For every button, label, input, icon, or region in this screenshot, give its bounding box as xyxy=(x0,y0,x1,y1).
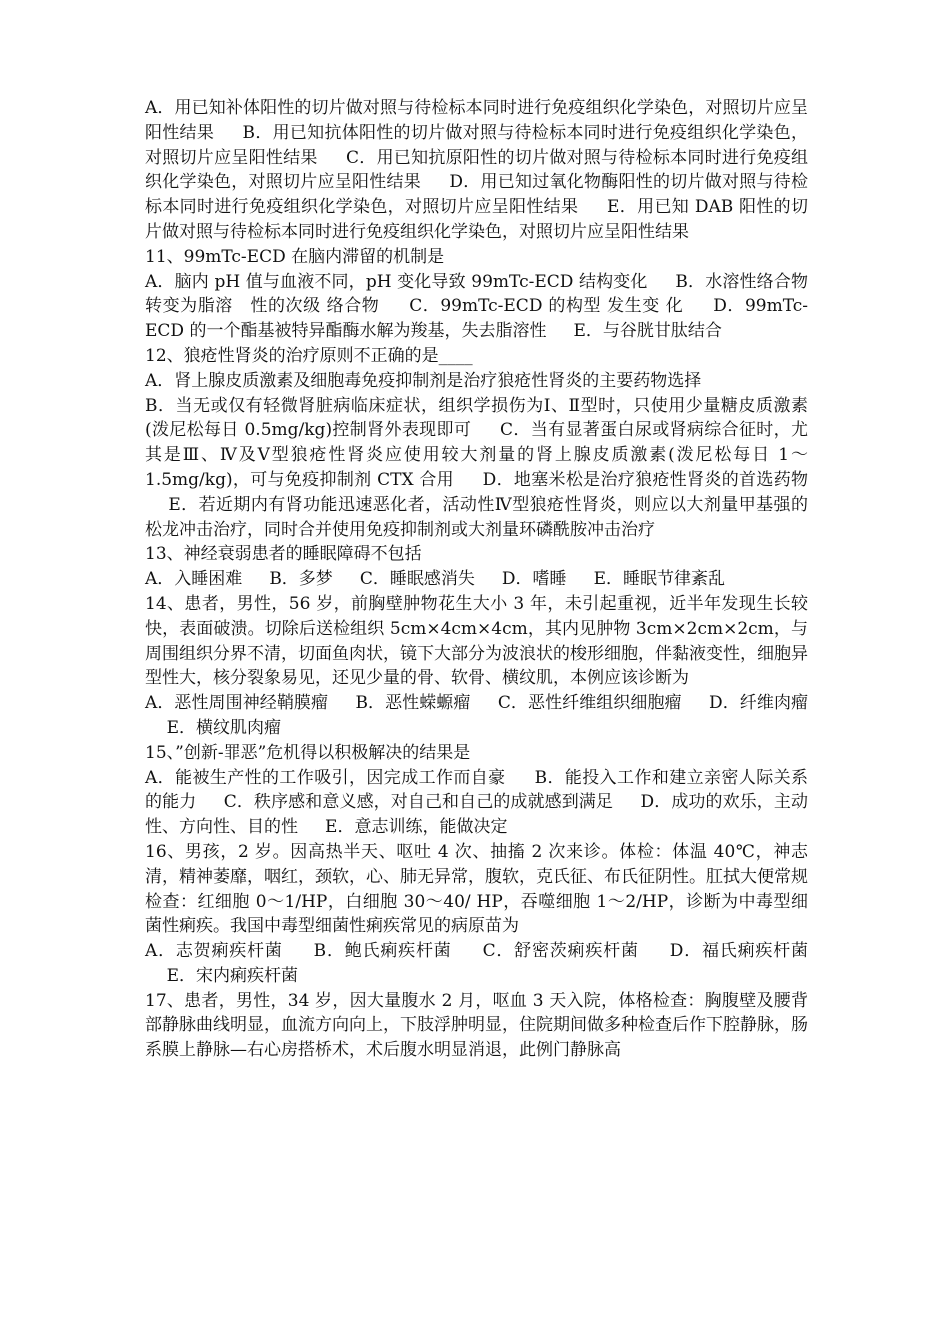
q10-option-c: C．用已知抗原阳性的切片做对照与待检标本同时进行免疫组织化学染色，对照切片应呈阳性结果 xyxy=(145,147,808,193)
q10-option-a: A．用已知补体阳性的切片做对照与待检标本同时进行免疫组织化学染色，对照切片应呈阳性结果 xyxy=(145,98,808,143)
q12-option-d: D．地塞米松是治疗狼疮性肾炎的首选药物 xyxy=(482,469,809,490)
q13-option-a: A．入睡困难 xyxy=(145,569,243,590)
q15-stem: 15、”创新-罪恶”危机得以积极解决的结果是 xyxy=(145,742,471,763)
q11-options xyxy=(145,270,808,344)
q16-option-e: E．宋内痢疾杆菌 xyxy=(166,965,299,986)
q12-option-a-line xyxy=(145,369,808,394)
q15-option-c: C．秩序感和意义感，对自己和自己的成就感到满足 xyxy=(223,792,613,813)
q13-option-d: D．嗜睡 xyxy=(501,569,567,590)
q13-option-e: E．睡眠节律紊乱 xyxy=(593,569,725,590)
q16-options xyxy=(145,939,808,989)
q14-option-c: C．恶性纤维组织细胞瘤 xyxy=(497,693,682,714)
q13-option-c: C．睡眠感消失 xyxy=(359,569,475,590)
q14-option-a: A．恶性周围神经鞘膜瘤 xyxy=(145,693,329,714)
q14-option-b: B．恶性蝾螈瘤 xyxy=(355,693,471,714)
q16-option-d: D．福氏痢疾杆菌 xyxy=(669,941,808,962)
q15-option-b: B．能投入工作和建立亲密人际关系的能力 xyxy=(145,767,809,813)
q10-option-e: E．用已知 DAB 阳性的切片做对照与待检标本同时进行免疫组织化学染色，对照切片应呈阳性结果 xyxy=(145,197,808,242)
q16-stem: 16、男孩，2 岁。因高热半天、呕吐 4 次、抽搐 2 次来诊。体检：体温 40℃，神志清，精神萎靡，咽红，颈软，心、肺无异常，腹软，克氏征、布氏征阴性。肛拭大便常规检查：红细胞 0～1/HP，白细胞 30～40/ HP，吞噬细胞 1～2/HP，诊断为中毒型细菌性痢疾。我国中毒型细菌性痢疾常见的病原苗为 xyxy=(145,841,808,937)
q15-options xyxy=(145,766,808,840)
q14-options xyxy=(145,691,808,741)
q14-option-e: E．横纹肌肉瘤 xyxy=(166,717,282,738)
q12-stem: 12、狼疮性肾炎的治疗原则不正确的是____ xyxy=(145,345,473,366)
q13-stem: 13、神经衰弱患者的睡眠障碍不包括 xyxy=(145,544,422,565)
q12-option-b: B．当无或仅有轻微肾脏病临床症状，组织学损伤为Ⅰ、Ⅱ型时，只使用少量糖皮质激素(泼尼松每日 0.5mg/kg)控制肾外表现即可 xyxy=(145,395,808,441)
q11-option-e: E．与谷胱甘肽结合 xyxy=(573,321,722,342)
q16-option-a: A．志贺痢疾杆菌 xyxy=(145,941,283,962)
q14-option-d: D．纤维肉瘤 xyxy=(709,693,809,714)
q11-option-c: C．99mTc-ECD 的构型 发生变 化 xyxy=(409,296,684,317)
document-page xyxy=(145,96,808,1063)
q12-option-a: A．肾上腺皮质激素及细胞毒免疫抑制剂是治疗狼疮性肾炎的主要药物选择 xyxy=(145,370,702,391)
q13-options xyxy=(145,567,808,592)
q16-option-b: B．鲍氏痢疾杆菌 xyxy=(313,941,452,962)
q10-options xyxy=(145,96,808,245)
q11-stem: 11、99mTc-ECD 在脑内滞留的机制是 xyxy=(145,246,445,267)
q12-option-e: E．若近期内有肾功能迅速恶化者，活动性Ⅳ型狼疮性肾炎，则应以大剂量甲基强的松龙冲击治疗，同时合并使用免疫抑制剂或大剂量环磷酰胺冲击治疗 xyxy=(145,494,808,540)
q11-option-a: A．脑内 pH 值与血液不同，pH 变化导致 99mTc-ECD 结构变化 xyxy=(145,271,648,292)
q15-option-a: A．能被生产性的工作吸引，因完成工作而自豪 xyxy=(145,767,506,788)
q12-options xyxy=(145,394,808,543)
q13-option-b: B．多梦 xyxy=(269,569,333,590)
q11-option-b: B．水溶性络合物转变为脂溶 性的次级 络合物 xyxy=(145,271,808,317)
q12-option-c: C．当有显著蛋白尿或肾病综合征时，尤其是Ⅲ、Ⅳ及Ⅴ型狼疮性肾炎应使用较大剂量的肾上腺皮质激素(泼尼松每日 1～1.5mg/kg)，可与免疫抑制剂 CTX 合用 xyxy=(145,420,809,490)
q10-option-b: B．用已知抗体阳性的切片做对照与待检标本同时进行免疫组织化学染色，对照切片应呈阳性结果 xyxy=(145,122,808,168)
q17-stem: 17、患者，男性，34 岁，因大量腹水 2 月，呕血 3 天入院，体格检查：胸腹壁及腰背部静脉曲线明显，血流方向向上，下肢浮肿明显，住院期间做多种检查后作下腔静脉，肠系膜上静脉—右心房搭桥术，术后腹水明显消退，此例门静脉高 xyxy=(145,990,808,1061)
q10-option-d: D．用已知过氧化物酶阳性的切片做对照与待检标本同时进行免疫组织化学染色，对照切片应呈阳性结果 xyxy=(145,172,808,218)
q15-option-e: E．意志训练，能做决定 xyxy=(325,817,508,838)
q14-stem: 14、患者，男性，56 岁，前胸壁肿物花生大小 3 年，未引起重视，近半年发现生长较快，表面破溃。切除后送检组织 5cm×4cm×4cm，其内见肿物 3cm×2cm×2cm，与周围组织分界不清，切面鱼肉状，镜下大部分为波浪状的梭形细胞，伴黏液变性，细胞异型性大，核分裂象易见，还见少量的骨、软骨、横纹肌，本例应该诊断为 xyxy=(145,593,808,689)
q11-option-d: D．99mTc-ECD 的一个酯基被特异酯酶水解为羧基，失去脂溶性 xyxy=(145,296,809,342)
q15-option-d: D．成功的欢乐，主动性、方向性、目的性 xyxy=(145,792,808,838)
q16-option-c: C．舒密茨痢疾杆菌 xyxy=(482,941,639,962)
